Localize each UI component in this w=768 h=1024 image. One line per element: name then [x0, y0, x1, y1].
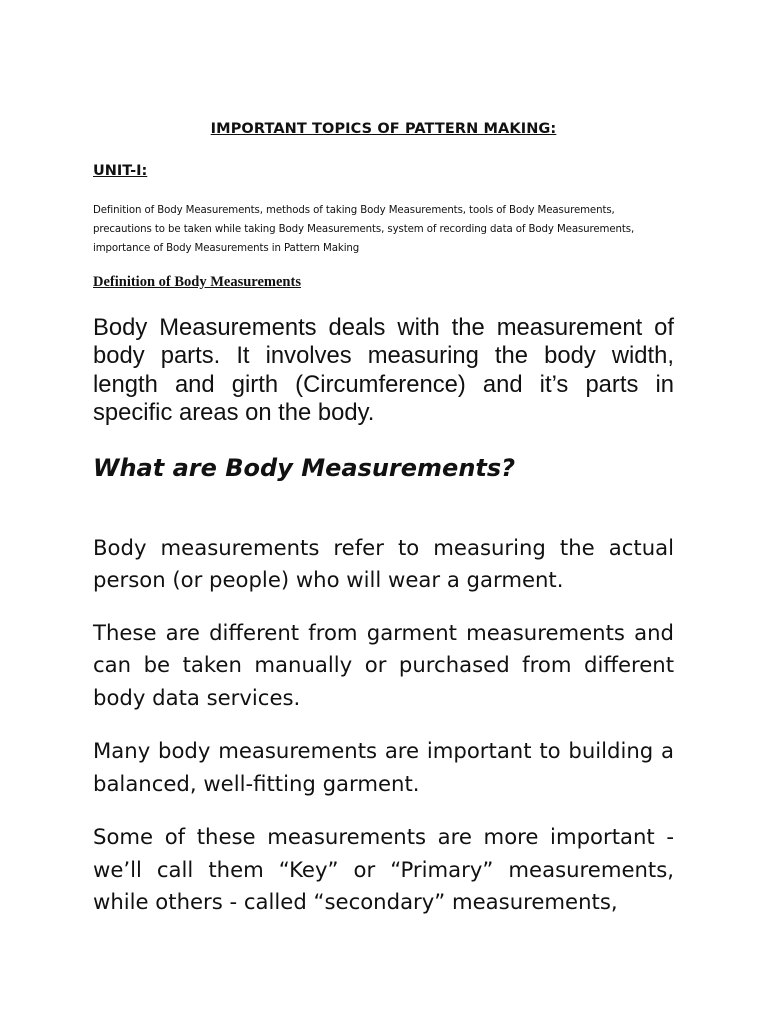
body-paragraph-2: These are different from garment measurements and can be taken manually or purchased from different body data services.: [93, 619, 674, 710]
unit-label: UNIT-I:: [93, 163, 148, 179]
body-paragraph-1: Body measurements refer to measuring the actual person (or people) who will wear a garment.: [93, 534, 674, 593]
body-paragraph-4: Some of these measurements are more important - we’ll call them “Key” or “Primary” measurements, while others - called “secondary” measurements,: [93, 824, 674, 915]
unit-topics-list: Definition of Body Measurements, methods of taking Body Measurements, tools of Body Measurements, precautions to be taken while taking Body Measurements, system of recording data of Body Measurements, importance of Body Measurements in Pattern Making: [93, 205, 635, 254]
body-paragraph-3: Many body measurements are important to building a balanced, well-fitting garment.: [93, 738, 674, 796]
definition-paragraph: Body Measurements deals with the measurement of body parts. It involves measuring the body width, length and girth (Circumference) and it’s parts in specific areas on the body.: [93, 314, 674, 427]
question-heading: What are Body Measurements?: [93, 453, 516, 482]
section-heading-definition: Definition of Body Measurements: [93, 274, 301, 290]
document-title: IMPORTANT TOPICS OF PATTERN MAKING:: [210, 121, 557, 137]
